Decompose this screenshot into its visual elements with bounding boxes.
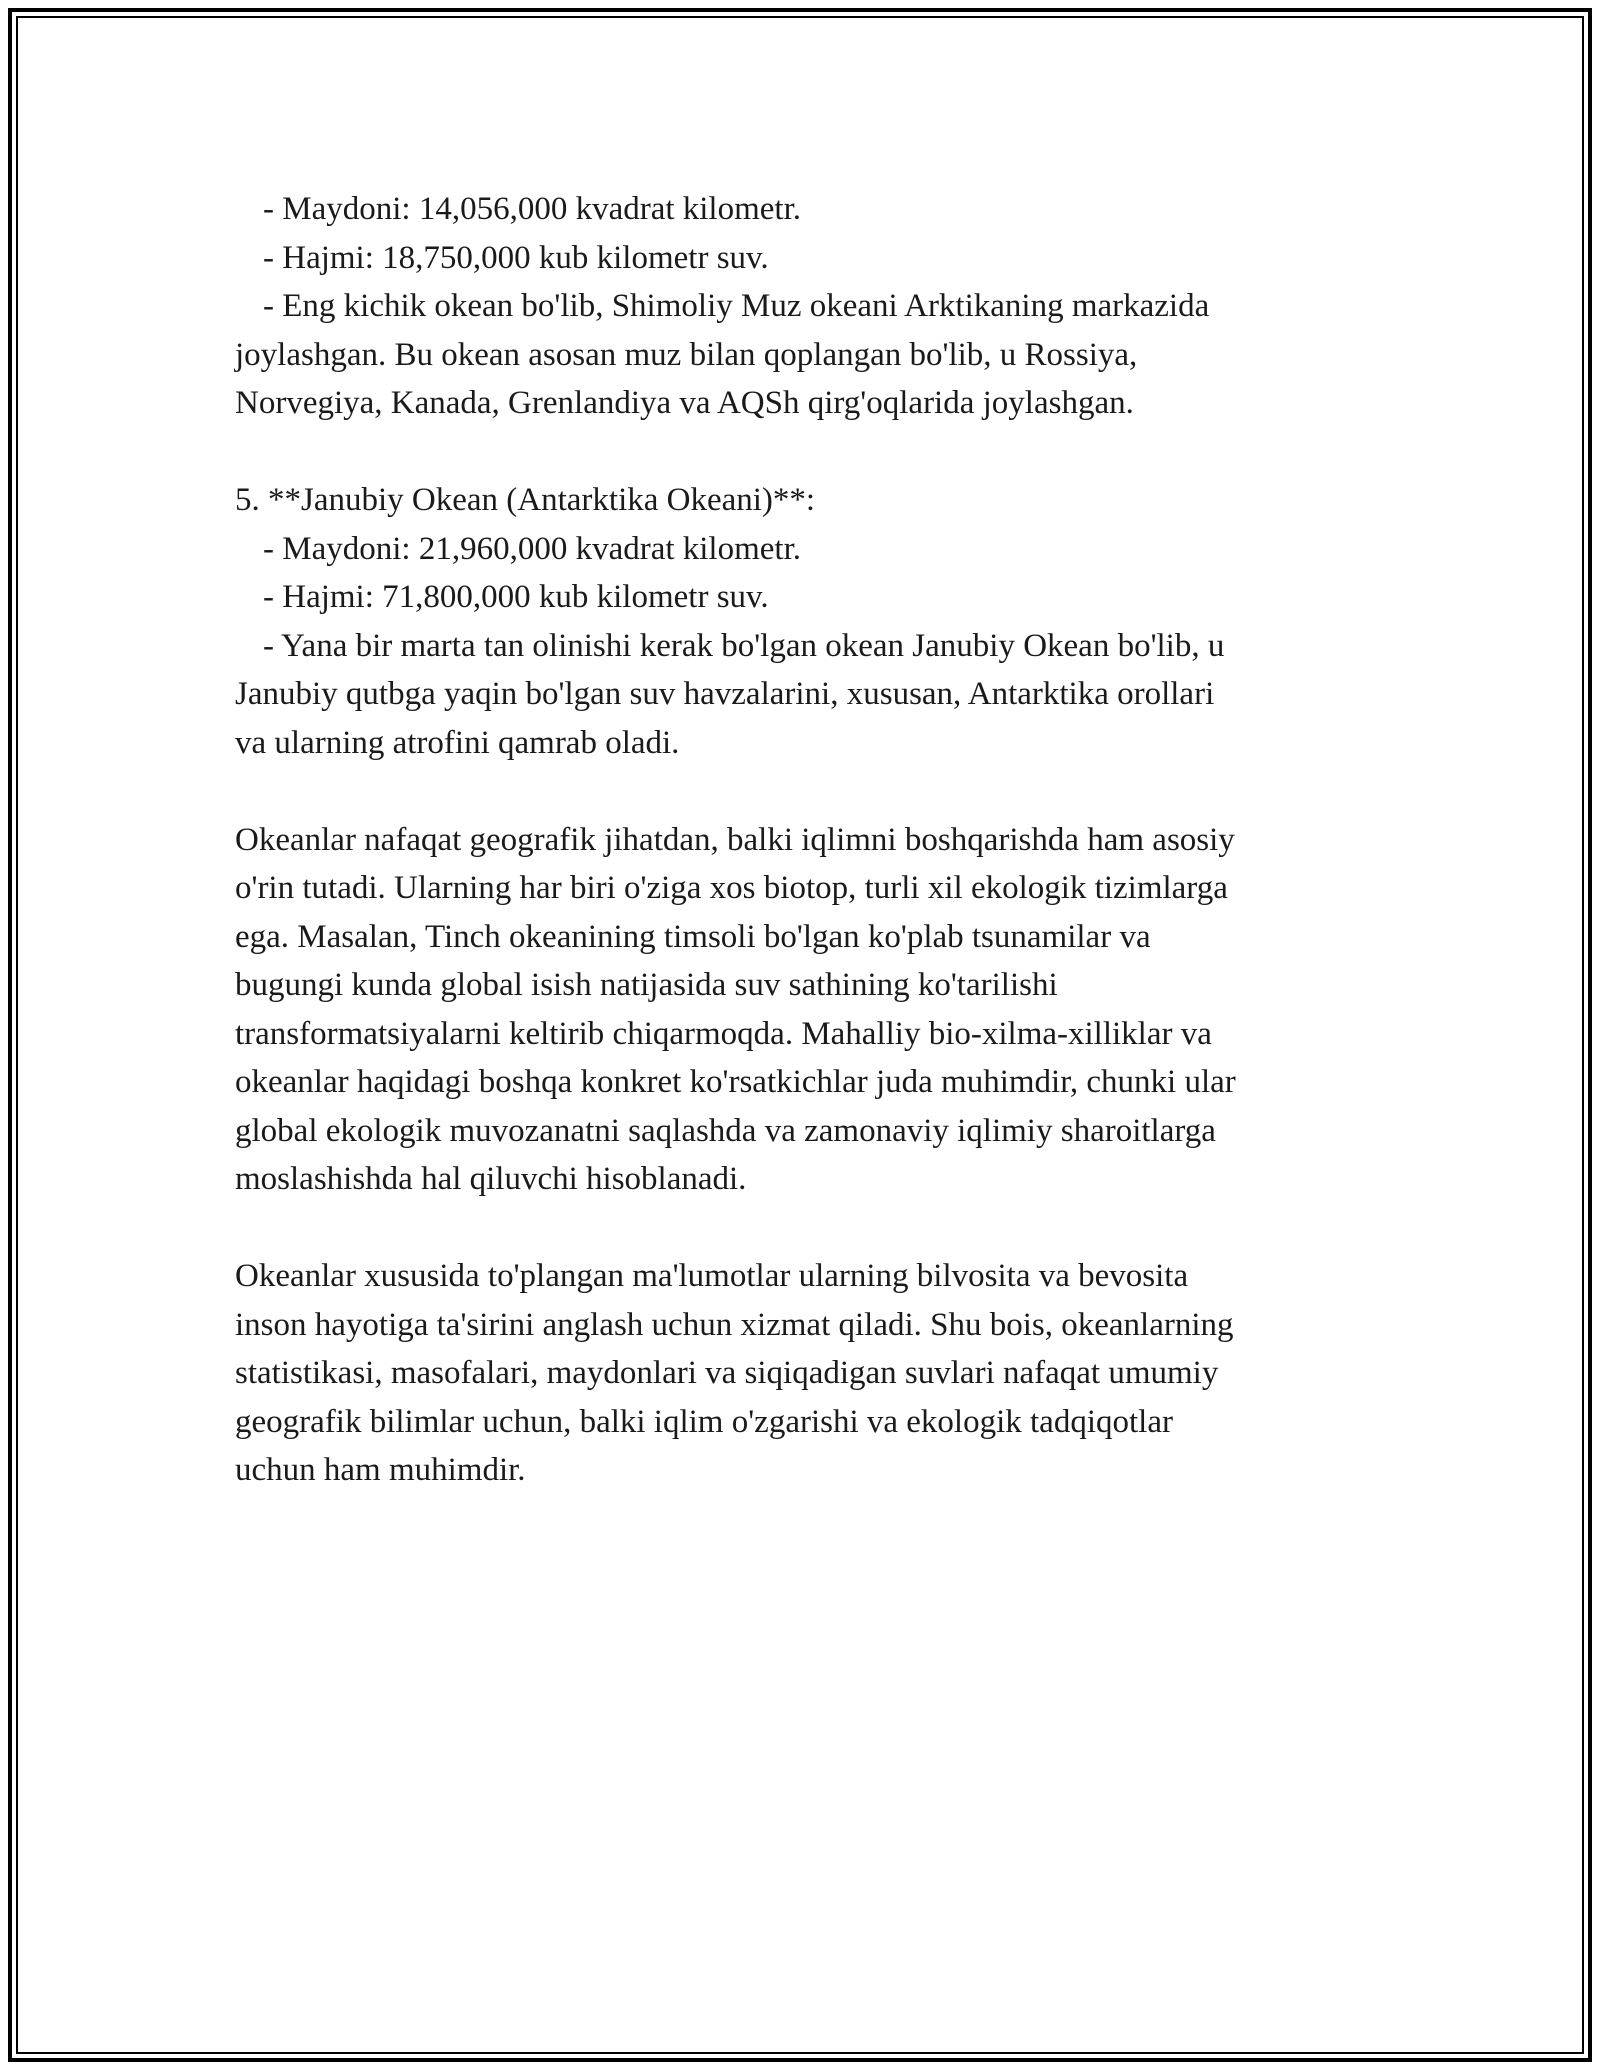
document-body — [235, 185, 1365, 1495]
climate-paragraph-line: moslashishda hal qiluvchi hisoblanadi. — [235, 1161, 747, 1197]
southern-ocean-heading: 5. **Janubiy Okean (Antarktika Okeani)**: — [235, 482, 816, 518]
conclusion-paragraph-line: statistikasi, masofalari, maydonlari va siqiqadigan suvlari nafaqat umumiy — [235, 1355, 1219, 1391]
conclusion-paragraph-line: geografik bilimlar uchun, balki iqlim o'zgarishi va ekologik tadqiqotlar — [235, 1403, 1173, 1440]
arctic-volume-line: - Hajmi: 18,750,000 kub kilometr suv. — [263, 239, 769, 276]
conclusion-paragraph-line: uchun ham muhimdir. — [235, 1452, 526, 1488]
southern-description-line: Janubiy qutbga yaqin bo'lgan suv havzalarini, xususan, Antarktika orollari — [235, 676, 1215, 712]
arctic-area-line: - Maydoni: 14,056,000 kvadrat kilometr. — [263, 191, 802, 227]
arctic-description-line: joylashgan. Bu okean asosan muz bilan qoplangan bo'lib, u Rossiya, — [235, 336, 1138, 373]
arctic-ocean-section — [235, 185, 1365, 428]
climate-paragraph-line: o'rin tutadi. Ularning har biri o'ziga xos biotop, turli xil ekologik tizimlarga — [235, 870, 1228, 906]
climate-paragraph-line: bugungi kunda global isish natijasida suv sathining ko'tarilishi — [235, 967, 1058, 1003]
southern-ocean-section — [235, 476, 1365, 767]
southern-description-line: - Yana bir marta tan olinishi kerak bo'lgan okean Janubiy Okean bo'lib, u — [263, 627, 1225, 664]
climate-paragraph-line: ega. Masalan, Tinch okeanining timsoli bo'lgan ko'plab tsunamilar va — [235, 918, 1151, 955]
southern-description-line: va ularning atrofini qamrab oladi. — [235, 724, 680, 761]
climate-paragraph-line: global ekologik muvozanatni saqlashda va zamonaviy iqlimiy sharoitlarga — [235, 1112, 1216, 1149]
southern-area-line: - Maydoni: 21,960,000 kvadrat kilometr. — [263, 530, 802, 567]
southern-volume-line: - Hajmi: 71,800,000 kub kilometr suv. — [263, 579, 769, 615]
conclusion-paragraph — [235, 1252, 1365, 1495]
arctic-description-line: - Eng kichik okean bo'lib, Shimoliy Muz okeani Arktikaning markazida — [263, 288, 1210, 324]
climate-paragraph-line: transformatsiyalarni keltirib chiqarmoqda. Mahalliy bio-xilma-xilliklar va — [235, 1015, 1212, 1052]
paragraph-spacer — [235, 767, 1365, 816]
conclusion-paragraph-line: inson hayotiga ta'sirini anglash uchun xizmat qiladi. Shu bois, okeanlarning — [235, 1306, 1234, 1343]
climate-paragraph — [235, 816, 1365, 1204]
arctic-description-line: Norvegiya, Kanada, Grenlandiya va AQSh qirg'oqlarida joylashgan. — [235, 385, 1134, 421]
paragraph-spacer — [235, 1204, 1365, 1253]
paragraph-spacer — [235, 428, 1365, 477]
climate-paragraph-line: okeanlar haqidagi boshqa konkret ko'rsatkichlar juda muhimdir, chunki ular — [235, 1064, 1236, 1100]
climate-paragraph-line: Okeanlar nafaqat geografik jihatdan, balki iqlimni boshqarishda ham asosiy — [235, 821, 1235, 858]
conclusion-paragraph-line: Okeanlar xususida to'plangan ma'lumotlar ularning bilvosita va bevosita — [235, 1258, 1189, 1294]
